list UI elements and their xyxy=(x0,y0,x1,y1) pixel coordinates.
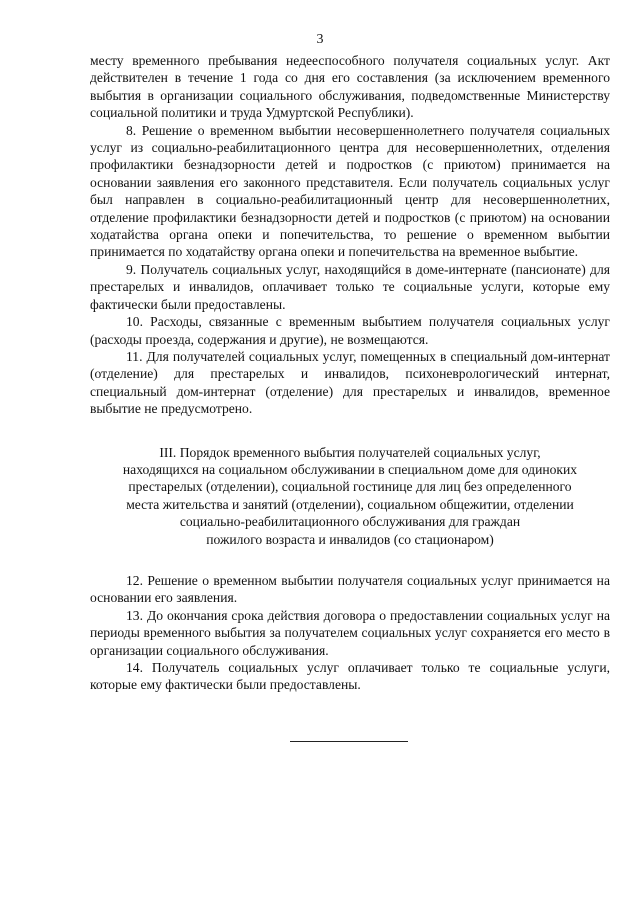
paragraph-11: 11. Для получателей социальных услуг, помещенных в специальный дом-интернат (отделение) для престарелых и инвалидов, психоневрологический интернат, специальный дом-интернат (отделение) для престарелых и инвалидов, временное выбытие не предусмотрено. xyxy=(90,348,610,417)
paragraph-continuation: месту временного пребывания недееспособного получателя социальных услуг. Акт действителен в течение 1 года со дня его составления (за исключением временного выбытия в организации социального обслуживания, подведомственные Министерству социальной политики и труда Удмуртской Республики). xyxy=(90,53,610,121)
section-heading-line: престарелых (отделении), социальной гостинице для лиц без определенного xyxy=(128,479,572,495)
section-heading-line: социально-реабилитационного обслуживания для граждан xyxy=(179,514,521,530)
document-body xyxy=(90,52,610,694)
section-heading-line: места жительства и занятий (отделении), социальном общежитии, отделении xyxy=(126,496,574,512)
paragraph-14: 14. Получатель социальных услуг оплачивает только те социальные услуги, которые ему фактически были предоставлены. xyxy=(90,660,610,693)
section-heading-line: пожилого возраста и инвалидов (со стационаром) xyxy=(206,531,494,547)
section-heading-iii xyxy=(90,444,610,548)
paragraph-9: 9. Получатель социальных услуг, находящийся в доме-интернате (пансионате) для престарелых и инвалидов, оплачивает только те социальные услуги, которые ему фактически были предоставлены. xyxy=(90,261,610,312)
section-heading-line: III. Порядок временного выбытия получателей социальных услуг, xyxy=(159,444,541,460)
paragraph-10: 10. Расходы, связанные с временным выбытием получателя социальных услуг (расходы проезда, содержания и другие), не возмещаются. xyxy=(90,314,610,347)
section-heading-line: находящихся на социальном обслуживании в специальном доме для одиноких xyxy=(122,461,578,477)
page-number: 3 xyxy=(316,32,324,47)
paragraph-13: 13. До окончания срока действия договора о предоставлении социальных услуг на периоды временного выбытия за получателем социальных услуг сохраняется его место в организации социального обслуживания. xyxy=(90,607,610,658)
paragraph-12: 12. Решение о временном выбытии получателя социальных услуг принимается на основании его заявления. xyxy=(90,572,610,606)
end-of-text-rule xyxy=(290,741,408,742)
paragraph-8: 8. Решение о временном выбытии несовершеннолетнего получателя социальных услуг из социально-реабилитационного центра для несовершеннолетних, отделения профилактики безнадзорности детей и подростков (с приютом) принимается на основании заявления его законного представителя. Если получатель социальных услуг был направлен в социально-реабилитационный центр для несовершеннолетних, отделение профилактики безнадзорности детей и подростков (с приютом) на основании ходатайства органа опеки и попечительства, то решение о временном выбытии принимается по ходатайству органа опеки и попечительства на временное выбытие. xyxy=(90,122,610,260)
